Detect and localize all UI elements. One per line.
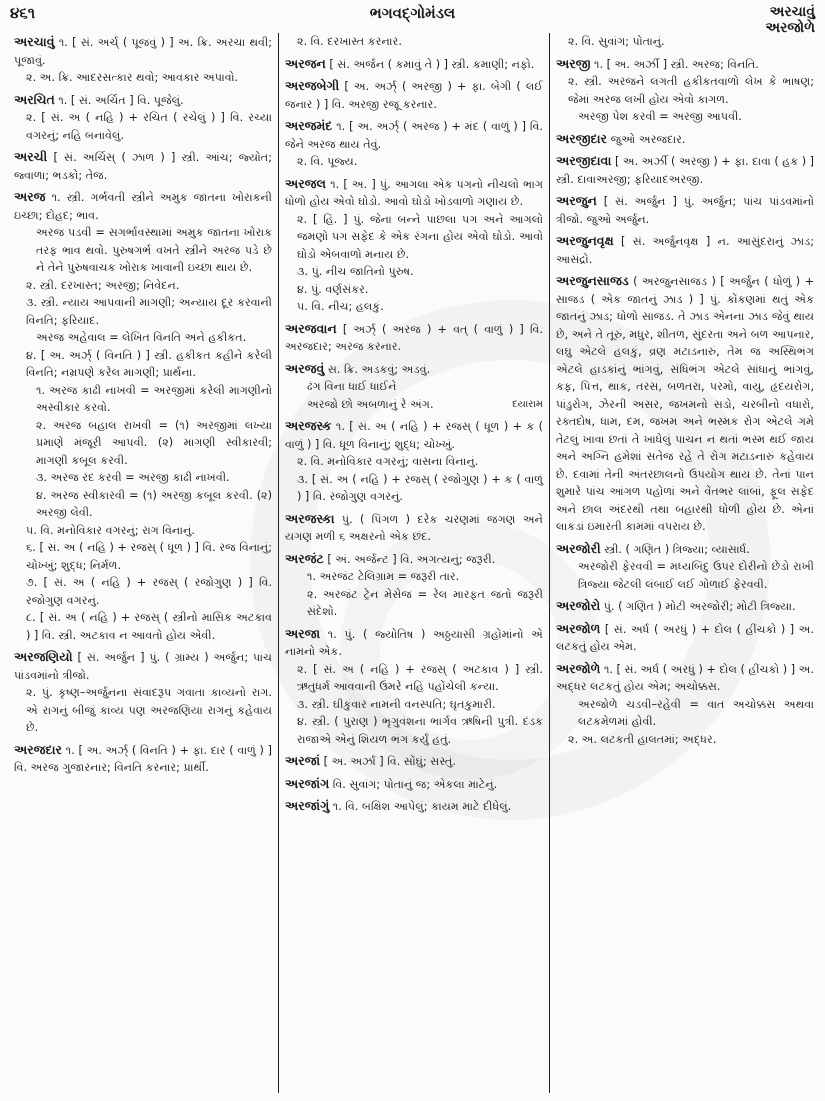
definition-text: ૧. પું. ( જ્યોતિષ ) અઠ્ઠયાસી ગ્રહોમાંનો એ નામનો એક.: [285, 627, 543, 658]
dictionary-entry: [285, 175, 543, 316]
dictionary-entry: [556, 130, 814, 149]
usage-example: [14, 417, 272, 470]
dictionary-entry: [556, 540, 814, 594]
definition-line: [556, 620, 814, 656]
definition-text: [ સં. અર્ચિસ્ ( ઝાળ ) ] સ્ત્રી. આંચ; જ્યોત; જ્વાળા; ભડકો; તેજ.: [14, 151, 272, 182]
definition-text: ૧. [ સં. અ ( નહિ ) + રજસ્ ( ધૂળ ) + ક ( વાળું ) ] વિ. ધૂળ વિનાનું; શુદ્ધ; ચોખ્ખું.: [285, 420, 544, 451]
definition-text: ૪. અરજ સ્વીકારવી = (૧) અરજી કબૂલ કરવી. (૨) અરજી લેવી.: [36, 488, 272, 519]
definition-text: ૩. સ્ત્રી. ન્યાય આપવાની માગણી; અન્યાય દૂર કરવાની વિનતિ; ફરિયાદ.: [26, 296, 272, 327]
definition-line: [556, 731, 814, 749]
definition-line: [285, 417, 543, 453]
definition-text: ૨. સ્ત્રી. અરજને લગતી હકીકતવાળો લેખ કે ભાષણ; જેમાં અરજ લખી હોય એવો કાગળ.: [568, 75, 814, 106]
dictionary-entry: [285, 117, 543, 171]
headword: અરજા: [285, 625, 321, 641]
definition-line: [285, 175, 543, 211]
definition-text: ૨. [ સં. અ ( નહિ ) + રચિત ( રચેલું ) ] વિ. રચ્યા વગરનું; નહિ બનાવેલું.: [26, 111, 272, 142]
definition-text: વિ. સુવાંગ; પોતાનું જ; એકલા માટેનું.: [332, 777, 498, 791]
page-number: ૪૬૧: [10, 4, 36, 22]
definition-line: [14, 609, 272, 644]
definition-line: [285, 55, 543, 74]
definition-line: [285, 471, 543, 506]
definition-line: [14, 91, 272, 110]
dictionary-entry: [285, 320, 543, 356]
headword: અરજસ્ક: [285, 418, 332, 433]
definition-text: અરજી પેશ કરવી = અરજી આપવી.: [578, 110, 742, 123]
dictionary-entry: [556, 152, 814, 188]
dictionary-entry: [14, 91, 272, 145]
definition-text: ૮. [ સં. અ ( નહિ ) + રજસ્ ( સ્ત્રીનો માસિક અટકાવ ) ] વિ. સ્ત્રી. અટકાવ ન આવતો હોય એવી.: [26, 611, 272, 642]
definition-line: [285, 360, 543, 379]
dictionary-entry: [285, 417, 543, 506]
definition-line: [14, 574, 272, 609]
definition-text: અરજો છો અબળાનું રે અંગ.: [307, 397, 434, 411]
definition-line: [556, 55, 814, 74]
definition-text: [ સં. અર્જુનવૃક્ષ ] ન. આસુંદરાનું ઝાડ; આસંદ્રો.: [556, 235, 814, 266]
definition-text: ૧. [ અ. ] પું. આગલા એક પગનો નીચલો ભાગ ધોળો હોય એવો ઘોડો. આવો ઘોડો ખોડવાળો ગણાય છે.: [285, 177, 543, 208]
definition-text: ૪. પું. વર્ણસંકર.: [297, 282, 369, 296]
column-right: [549, 33, 820, 1093]
dictionary-entry: [285, 77, 543, 113]
page-header: [0, 0, 825, 36]
definition-line: [285, 510, 543, 546]
quote-attribution: દયારામ: [512, 398, 543, 410]
definition-text: ૧. [ સં. અર્ચ્ ( પૂજવું ) ] અ. ક્રિ. અરચા થવી; પૂજાવું.: [14, 36, 272, 67]
dictionary-entry: [285, 797, 543, 816]
headword: અરજાંગ: [285, 775, 330, 791]
definition-text: ૨. સ્ત્રી. દરખાસ્ત; અરજી; નિવેદન.: [26, 278, 180, 292]
dictionary-entry: [556, 620, 814, 656]
definition-text: ૨. અ. લટકતી હાલતમાં; અદ્ધર.: [568, 732, 717, 746]
headword: અરજવાન: [285, 320, 337, 336]
definition-text: ૩. અરજ રદ કરવી = અરજી કાઢી નાખવી.: [36, 471, 230, 484]
dictionary-entry: [14, 148, 272, 184]
headword: અરજ: [14, 189, 46, 204]
definition-text: [ સં. અર્જુન ] પું. ( ગ્રામ્ય ) અર્જુન; પાંચ પાંડવમાંનો ત્રીજો.: [14, 651, 272, 682]
definition-line: [14, 347, 272, 382]
dictionary-entry: [285, 625, 543, 749]
headword: અરજી: [556, 55, 591, 71]
headword: અરજાં: [285, 753, 321, 768]
usage-example: [14, 224, 272, 277]
definition-text: ૧. [ સં. અર્ધ ( અરધું ) + દોલ ( હીંચકો ) ] અ. અદ્ધર લટકતું હોય એમ; અચોક્કસ.: [556, 662, 814, 693]
headword: અરજદાર: [14, 741, 62, 757]
definition-line: [556, 232, 814, 268]
definition-text: ૧. અરજ કાઢી નાખવી = અરજીમાં કરેલી માગણીનો અસ્વીકાર કરવો.: [36, 383, 272, 414]
definition-line: [556, 152, 814, 188]
definition-line: [14, 741, 272, 777]
guide-words: [765, 4, 815, 36]
definition-line: [14, 684, 272, 737]
definition-line: [285, 550, 543, 569]
definition-line: [285, 696, 543, 714]
definition-text: [ સં. અર્જુન ] પું. અર્જુન; પાંચ પાંડવમાંનો ત્રીજો. જુઓ અર્જુન.: [556, 195, 814, 226]
headword: અરજુનવૃક્ષ: [556, 233, 614, 248]
definition-text: [ સં. અર્જન ( કમાવું તે ) ] સ્ત્રી. કમાણી; નફો.: [329, 57, 535, 71]
definition-text: અરજ પડવી = સગર્ભાવસ્થામાં અમુક જાતના ખોરાક તરફ ભાવ થવો. પુરુષગર્ભ વખતે સ્ત્રીને અરજ પડે છે ને તેને પુરુષવાચક ખોરાક ખાવાની ઇચ્છા થાય છે.: [36, 226, 272, 274]
definition-text: ૩. પું. નીચ જાતિનો પુરુષ.: [297, 265, 414, 278]
guide-word-last: અરજોળે: [765, 20, 815, 36]
definition-text: ૨. અ. ક્રિ. આદરસત્કાર થવો; આવકાર અપાવો.: [26, 71, 239, 84]
definition-text: ૪. [ અ. અર્ઝ્ ( વિનતિ ) ] સ્ત્રી. હકીકત કહીને કરેલી વિનતિ; નમ્રપણે કરેલ માગણી; પ્રાર્થના.: [26, 348, 272, 379]
headword: અરચિત: [14, 91, 55, 107]
definition-text: ૨. પું. કૃષ્ણ–અર્જુનના સંવાદરૂપ ગવાતા કાવ્યનો રાગ. એ રાગનું બીજું કાવ્ય પણ અરજણિયા રાગનું કહેવાય છે.: [26, 686, 272, 734]
definition-line: [556, 540, 814, 559]
definition-line: [285, 298, 543, 316]
definition-text: ૧. વિ. બક્ષિશ આપેલું; કાયમ માટે દીધેલું.: [332, 800, 512, 813]
dictionary-entry: [285, 33, 543, 51]
headword: અરચાવું: [14, 34, 55, 49]
column-left: [8, 33, 278, 1093]
dictionary-entry: [14, 33, 272, 87]
definition-line: [556, 33, 814, 51]
definition-text: ૬. [ સં. અ ( નહિ ) + રજસ્ ( ધૂળ ) ] વિ. રજ વિનાનું; ચોખ્ખું; શુદ્ધ; નિર્મળ.: [26, 541, 272, 572]
definition-text: સ. ક્રિ. અડકવું; અડવું.: [327, 362, 431, 376]
definition-text: ૫. વિ. મનોવિકાર વગરનું; રાગ વિનાનું.: [26, 523, 195, 537]
headword: અરજન: [285, 55, 326, 71]
headword: અરજણિયો: [14, 649, 73, 664]
usage-example: [14, 487, 272, 522]
headword: અરજોરી: [556, 540, 601, 556]
definition-text: અરજોળે ચડવી–રહેવી = વાત અચોક્કસ અથવા લટકમેળમાં હોવી.: [578, 697, 814, 728]
dictionary-entry: [285, 55, 543, 74]
definition-line: [14, 539, 272, 574]
definition-text: [ અ. અર્ઝાં ] વિ. સોંઘું; સસ્તું.: [323, 755, 456, 768]
dictionary-entry: [556, 232, 814, 268]
definition-text: અરજ અહેવાલ = લેખિત વિનતિ અને હકીકત.: [36, 331, 247, 344]
definition-text: [ અ. અર્ઝી ( અરજી ) + ફા. દાવા ( હક ) ] સ્ત્રી. દાવાઅરજી; ફરિયાદઅરજી.: [556, 155, 814, 186]
dictionary-entry: [14, 188, 272, 644]
usage-example: [14, 382, 272, 417]
definition-line: [285, 453, 543, 471]
headword: અરચી: [14, 149, 48, 164]
definition-line: [285, 713, 543, 748]
definition-line: [285, 281, 543, 299]
definition-line: [14, 109, 272, 144]
dictionary-entry: [285, 775, 543, 794]
dictionary-entry: [556, 33, 814, 51]
definition-line: [285, 263, 543, 281]
dictionary-columns: [8, 33, 820, 1093]
definition-text: ૧. સ્ત્રી. ગર્ભવતી સ્ત્રીને અમુક જાતના ખોરાકની ઇચ્છા; દોહદ; ભાવ.: [14, 191, 273, 222]
definition-line: [285, 625, 543, 661]
definition-line: [556, 192, 814, 228]
usage-example: [556, 696, 814, 731]
definition-text: ૨. વિ. સુવાંગ; પોતાનું.: [568, 35, 665, 48]
dictionary-entry: [556, 55, 814, 126]
definition-line: [285, 775, 543, 794]
headword: અરજંટ: [285, 550, 324, 566]
definition-text: ૫. વિ. નીચ; હલકું.: [297, 300, 384, 313]
definition-line: [285, 77, 543, 113]
definition-line: [285, 797, 543, 816]
headword: અરજુનસાજડ: [556, 273, 629, 288]
headword: અરજાંગું: [285, 798, 330, 813]
book-title: ભગવદ્ગોમંડલ: [369, 4, 456, 22]
definition-line: [14, 522, 272, 540]
definition-line: [556, 73, 814, 108]
dictionary-entry: [14, 741, 272, 777]
definition-line: [14, 188, 272, 224]
definition-text: ૪. સ્ત્રી. ( પુરાણ ) ભૃગુવંશના ભાર્ગવ ઋષિની પુત્રી. દંડક રાજાએ એનું શિયળ ભંગ કર્યું હતું.: [297, 715, 543, 746]
definition-line: [14, 277, 272, 295]
headword: અરજવું: [285, 360, 325, 376]
definition-line: [556, 272, 814, 536]
definition-line: [14, 33, 272, 69]
definition-line: [285, 211, 543, 264]
dictionary-entry: [556, 660, 814, 749]
definition-line: [285, 661, 543, 696]
column-middle: [278, 33, 549, 1093]
definition-line: [14, 294, 272, 329]
definition-line: [556, 660, 814, 696]
headword: અરજબેગી: [285, 78, 340, 93]
definition-text: જુઓ અરજદાર.: [610, 132, 686, 146]
usage-example: [14, 469, 272, 487]
dictionary-entry: [285, 510, 543, 546]
headword: અરજલ: [285, 175, 326, 191]
dictionary-entry: [285, 360, 543, 414]
headword: અરજુન: [556, 193, 597, 208]
definition-text: ૨. વિ. પૂજ્ય.: [297, 155, 358, 168]
usage-example: [285, 568, 543, 586]
definition-text: ૨. [ હિં. ] પું. જેના બન્ને પાછલા પગ અને આગલો જમણો પગ સફેદ કે એક રંગના હોય એવો ઘોડો. આવો ઘોડો એબવાળો મનાય છે.: [297, 212, 543, 261]
definition-text: પું. ( પિંગળ ) દરેક ચરણમાં જગણ અને યગણ મળી ૬ અક્ષરનો એક છંદ.: [285, 512, 543, 543]
definition-text: ૧. [ અ. અર્ઝ્ ( અરજ ) + મંદ ( વાળું ) ] વિ. જેને અરજ થાય તેવું.: [285, 120, 543, 151]
definition-text: ૨. વિ. મનોવિકાર વગરનું; વાસના વિનાનું.: [297, 455, 479, 468]
definition-text: ૧. [ અ. અર્ઝ્ ( વિનતિ ) + ફા. દાર ( વાળું ) ] વિ. અરજ ગુજારનાર; વિનતિ કરનાર; પ્રાર્થી.: [14, 743, 272, 774]
definition-line: [285, 117, 543, 153]
definition-text: [ સં. અર્ધ ( અરધું ) + દોલ ( હીંચકો ) ] અ. લટકતું હોય એમ.: [556, 622, 814, 653]
dictionary-entry: [556, 192, 814, 228]
definition-text: ૭. [ સં. અ ( નહિ ) + રજસ્ ( રજોગુણ ) ] વિ. રજોગુણ વગરનું.: [26, 576, 272, 607]
usage-example: [285, 586, 543, 621]
definition-text: ૨. વિ. દરખાસ્ત કરનાર.: [297, 35, 402, 48]
definition-line: [285, 752, 543, 771]
definition-line: [285, 320, 543, 356]
definition-line: [14, 148, 272, 184]
usage-example: [285, 396, 543, 414]
definition-text: ૧. અરજંટ ટેલિગ્રામ = જરૂરી તાર.: [307, 570, 460, 583]
headword: અરજીદાર: [556, 130, 607, 146]
definition-text: ૨. [ સં. અ ( નહિ ) + રજસ્ ( અટકાવ ) ] સ્ત્રી. ઋતુધર્મ આવવાની ઉંમરે નહિ પહોંચેલી કન્યા.: [297, 662, 543, 693]
definition-line: [14, 69, 272, 87]
usage-example: [14, 329, 272, 347]
dictionary-entry: [556, 597, 814, 616]
definition-text: [ અર્ઝ્ ( અરજ ) + વત્ ( વાળું ) ] વિ. અરજદાર; અરજ કરનાર.: [285, 322, 543, 353]
usage-example: [285, 378, 543, 396]
usage-example: [556, 108, 814, 126]
definition-text: ૩. [ સં. અ ( નહિ ) + રજસ્ ( રજોગુણ ) + ક ( વાળું ) ] વિ. રજોગુણ વગરનું.: [297, 472, 543, 503]
headword: અરજીદાવા: [556, 153, 612, 168]
dictionary-entry: [14, 648, 272, 737]
definition-text: [ અં. અર્જન્ટ ] વિ. અગત્યનું; જરૂરી.: [327, 552, 496, 566]
definition-text: ૩. સ્ત્રી. ઘીકુંવાર નામની વનસ્પતિ; ઘૃતકુમારી.: [297, 697, 496, 711]
headword: અરજમંદ: [285, 118, 333, 133]
definition-line: [556, 597, 814, 616]
definition-text: અરજોરી ફેરવવી = મધ્યબિંદુ ઉપર દોરીનો છેડો રાખી ત્રિજ્યા જેટલી લંબાઈ લઈ ગોળાઈ ફેરવવી.: [578, 560, 814, 591]
definition-text: સ્ત્રી. ( ગણિત ) ત્રિજ્યા; વ્યાસાર્ધ.: [604, 542, 750, 556]
definition-text: ( અરજુનસાજડ ) [ અર્જુન ( ધોળું ) + સાજડ ( એક જાતનું ઝાડ ) ] પું. કોંકણમાં થતું એક જાતનું ઝાડ; ધોળો સાજડ. તે ઝાડ એનના ઝાડ જેવું થાય છે, અને તે તૂરું, મધુર, શીતળ, સુંદરતા અને બળ આપનાર, લઘુ એટલે હલકું, વ્રણ મટાડનારું, તેમ જ અસ્થિભંગ એટલે હાડકાંનું ભાંગવું, સંધિભંગ એટલે સાંધાનું ભાંગવું, કફ, પિત્ત, થાક, તરસ, બળતરા, પરમો, વાયુ, હૃદયરોગ, પાંડુરોગ, ઝેરની અસર, જખમનો સડો, ચરબીનો વધારો, રક્તદોષ, ધામ, દમ, જખમ અને ભસ્મક રોગ એટલે ગમે તેટલું ખાવા છતાં તે ખાધેલું પાચન ન થતાં ભસ્મ થઈ જાય અને અગ્નિ હમેશાં સતેજ રહે તે રોગ મટાડનારું કહેવાય છે. દવામાં તેની અંતરછાલનો ઉપયોગ થાય છે. તેનાં પાન શુમારે પાંચ આંગળ પહોળાં અને વેંતભર લાંબાં, ફૂલ સફેદ અને છાલ અંદરથી તથા બહારથી ધોળી હોય છે. એનાં લાકડાં ઇમારતી કામમાં વપરાય છે.: [556, 275, 814, 533]
headword: અરજોરો: [556, 598, 601, 613]
definition-text: [ અ. અર્ઝ્ ( અરજી ) + ફા. બેગી ( લઈ જનાર ) ] વિ. અરજી રજૂ કરનાર.: [285, 80, 543, 111]
headword: અરજસ્કા: [285, 510, 335, 526]
definition-line: [285, 153, 543, 171]
definition-text: ૧. [ સં. અર્ચિત ] વિ. પૂજેલું.: [58, 93, 184, 107]
definition-text: ૨. અરજંટ ટ્રેન મેસેજ = રેલ મારફત જતો જરૂરી સંદેશો.: [307, 587, 543, 618]
definition-line: [556, 130, 814, 149]
dictionary-entry: [285, 550, 543, 621]
definition-line: [285, 33, 543, 51]
definition-text: ઢંગ વિના ધાઈ ધાઈને: [307, 380, 397, 393]
dictionary-entry: [285, 752, 543, 771]
definition-line: [14, 648, 272, 684]
definition-text: પું. ( ગણિત ) મોટી અરજોરી; મોટી ત્રિજ્યા.: [603, 600, 796, 613]
headword: અરજોળ: [556, 620, 601, 636]
definition-text: ૨. અરજ બહાલ રાખવી = (૧) અરજીમાં લખ્યા પ્રમાણે મંજૂરી આપવી. (૨) માગણી સ્વીકારવી; માગણી કબૂલ કરવી.: [36, 418, 272, 467]
usage-example: [556, 558, 814, 593]
guide-word-first: અરચાવું: [769, 4, 815, 20]
headword: અરજોળે: [556, 660, 601, 676]
dictionary-entry: [556, 272, 814, 536]
definition-text: ૧. [ અ. અર્ઝી ] સ્ત્રી. અરજ; વિનતિ.: [594, 57, 759, 71]
